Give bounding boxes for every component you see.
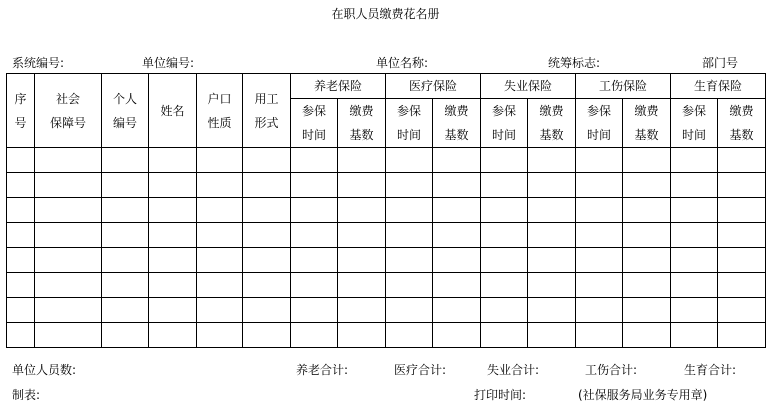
table-cell	[7, 273, 35, 298]
table-cell	[197, 248, 243, 273]
header-text: 时间	[681, 128, 706, 142]
table-cell	[386, 148, 433, 173]
table-cell	[35, 223, 102, 248]
table-cell	[481, 148, 528, 173]
table-cell	[433, 198, 481, 223]
insurance-subheader-cell	[623, 99, 671, 148]
table-cell	[576, 298, 623, 323]
table-cell	[7, 173, 35, 198]
table-cell	[197, 148, 243, 173]
table-cell	[433, 173, 481, 198]
roster-table	[6, 73, 766, 348]
table-cell	[102, 223, 149, 248]
header-text: 基数	[349, 128, 374, 142]
header-text: 基数	[729, 128, 754, 142]
department-no-label: 部门号	[702, 56, 739, 70]
insurance-subheader-cell	[433, 99, 481, 148]
table-cell	[243, 173, 291, 198]
table-cell	[481, 198, 528, 223]
table-cell	[7, 298, 35, 323]
header-text: 个人	[112, 91, 137, 106]
header-text: 缴费	[729, 104, 754, 118]
table-cell	[623, 173, 671, 198]
table-cell	[576, 198, 623, 223]
table-cell	[718, 273, 766, 298]
header-text: 户口	[207, 91, 232, 106]
table-cell	[102, 298, 149, 323]
table-cell	[576, 148, 623, 173]
table-cell	[35, 198, 102, 223]
table-cell	[576, 223, 623, 248]
table-cell	[671, 198, 718, 223]
header-text: 基数	[634, 128, 659, 142]
table-cell	[623, 223, 671, 248]
header-text: 保障号	[49, 115, 86, 130]
insurance-subheader-cell	[671, 99, 718, 148]
table-cell	[386, 248, 433, 273]
table-row	[7, 223, 766, 248]
table-cell	[386, 323, 433, 348]
table-cell	[149, 173, 197, 198]
table-cell	[7, 323, 35, 348]
table-cell	[386, 198, 433, 223]
header-text: 时间	[491, 128, 516, 142]
header-text: 时间	[586, 128, 611, 142]
table-cell	[528, 273, 576, 298]
table-cell	[528, 198, 576, 223]
table-cell	[576, 323, 623, 348]
table-cell	[481, 223, 528, 248]
table-cell	[197, 223, 243, 248]
table-cell	[528, 223, 576, 248]
header-row-groups	[7, 74, 766, 99]
table-cell	[433, 148, 481, 173]
insurance-subheader-cell	[338, 99, 386, 148]
table-cell	[291, 298, 338, 323]
header-text: 性质	[207, 115, 232, 130]
table-cell	[149, 248, 197, 273]
table-cell	[386, 298, 433, 323]
header-text: 参保	[396, 104, 421, 118]
table-cell	[35, 173, 102, 198]
header-text: 缴费	[444, 104, 469, 118]
roster-body	[7, 74, 766, 348]
fixed-header-cell	[102, 74, 149, 148]
table-cell	[149, 198, 197, 223]
header-text: 编号	[112, 115, 137, 130]
table-cell	[291, 248, 338, 273]
table-cell	[35, 248, 102, 273]
table-cell	[623, 323, 671, 348]
unit-headcount-label: 单位人员数:	[12, 363, 77, 377]
table-cell	[338, 173, 386, 198]
insurance-subheader-cell	[718, 99, 766, 148]
insurance-group-header: 生育保险	[671, 74, 766, 99]
table-cell	[243, 323, 291, 348]
table-cell	[671, 223, 718, 248]
header-text: 基数	[539, 128, 564, 142]
table-cell	[718, 148, 766, 173]
table-cell	[243, 298, 291, 323]
table-cell	[623, 248, 671, 273]
table-cell	[35, 323, 102, 348]
table-cell	[291, 173, 338, 198]
table-cell	[528, 323, 576, 348]
table-cell	[102, 323, 149, 348]
table-cell	[623, 273, 671, 298]
table-cell	[433, 273, 481, 298]
header-text: 参保	[491, 104, 516, 118]
table-cell	[528, 248, 576, 273]
table-cell	[243, 198, 291, 223]
header-text: 参保	[681, 104, 706, 118]
table-cell	[338, 223, 386, 248]
table-cell	[718, 198, 766, 223]
table-cell	[481, 248, 528, 273]
table-cell	[35, 298, 102, 323]
table-cell	[528, 148, 576, 173]
header-text: 缴费	[349, 104, 374, 118]
fixed-header-cell	[197, 74, 243, 148]
header-text: 参保	[301, 104, 326, 118]
table-cell	[102, 198, 149, 223]
table-cell	[291, 148, 338, 173]
table-cell	[718, 223, 766, 248]
pension-total-label: 养老合计:	[296, 363, 349, 377]
table-cell	[433, 298, 481, 323]
table-cell	[576, 173, 623, 198]
table-cell	[35, 273, 102, 298]
insurance-subheader-cell	[291, 99, 338, 148]
table-cell	[386, 273, 433, 298]
table-cell	[149, 148, 197, 173]
insurance-group-header: 工伤保险	[576, 74, 671, 99]
table-cell	[197, 323, 243, 348]
header-text: 缴费	[539, 104, 564, 118]
header-text: 序	[14, 91, 27, 106]
form-title: 在职人员缴费花名册	[331, 7, 440, 21]
table-cell	[671, 273, 718, 298]
header-text: 时间	[396, 128, 421, 142]
table-cell	[481, 173, 528, 198]
table-cell	[338, 273, 386, 298]
header-text: 社会	[55, 91, 80, 106]
table-row	[7, 273, 766, 298]
table-row	[7, 298, 766, 323]
table-cell	[528, 173, 576, 198]
table-cell	[291, 273, 338, 298]
table-cell	[291, 198, 338, 223]
table-cell	[102, 148, 149, 173]
table-cell	[197, 298, 243, 323]
table-cell	[102, 248, 149, 273]
system-no-label: 系统编号:	[12, 56, 65, 70]
table-cell	[623, 198, 671, 223]
table-cell	[102, 173, 149, 198]
header-text: 用工	[254, 91, 279, 106]
print-time-label: 打印时间:	[474, 388, 527, 402]
table-cell	[149, 298, 197, 323]
header-text: 号	[14, 115, 27, 130]
table-cell	[671, 248, 718, 273]
injury-total-label: 工伤合计:	[585, 363, 638, 377]
table-cell	[718, 323, 766, 348]
insurance-group-header: 医疗保险	[386, 74, 481, 99]
table-cell	[197, 198, 243, 223]
table-cell	[718, 173, 766, 198]
unit-name-label: 单位名称:	[376, 56, 429, 70]
table-cell	[149, 223, 197, 248]
fixed-header-cell	[7, 74, 35, 148]
table-row	[7, 323, 766, 348]
fixed-header-cell	[243, 74, 291, 148]
header-text: 参保	[586, 104, 611, 118]
header-text: 缴费	[634, 104, 659, 118]
table-cell	[7, 223, 35, 248]
medical-total-label: 医疗合计:	[394, 363, 447, 377]
table-cell	[243, 248, 291, 273]
table-cell	[576, 248, 623, 273]
table-cell	[481, 323, 528, 348]
insurance-subheader-cell	[386, 99, 433, 148]
table-cell	[149, 273, 197, 298]
table-cell	[671, 148, 718, 173]
table-row	[7, 173, 766, 198]
insurance-group-header: 养老保险	[291, 74, 386, 99]
table-cell	[671, 298, 718, 323]
table-cell	[7, 248, 35, 273]
fixed-header-cell	[149, 74, 197, 148]
table-cell	[291, 223, 338, 248]
table-cell	[149, 323, 197, 348]
table-cell	[197, 173, 243, 198]
prepared-by-label: 制表:	[12, 388, 41, 402]
table-row	[7, 248, 766, 273]
table-cell	[671, 323, 718, 348]
table-cell	[243, 223, 291, 248]
table-cell	[386, 173, 433, 198]
table-cell	[291, 323, 338, 348]
table-cell	[623, 148, 671, 173]
table-row	[7, 148, 766, 173]
table-row	[7, 198, 766, 223]
unemployment-total-label: 失业合计:	[487, 363, 540, 377]
table-cell	[386, 223, 433, 248]
table-cell	[481, 273, 528, 298]
table-cell	[197, 273, 243, 298]
table-cell	[718, 298, 766, 323]
table-cell	[338, 298, 386, 323]
maternity-total-label: 生育合计:	[684, 363, 737, 377]
table-cell	[7, 198, 35, 223]
unit-no-label: 单位编号:	[142, 56, 195, 70]
table-cell	[433, 248, 481, 273]
table-cell	[528, 298, 576, 323]
table-cell	[338, 198, 386, 223]
table-cell	[433, 223, 481, 248]
table-cell	[576, 273, 623, 298]
table-cell	[338, 148, 386, 173]
table-cell	[243, 273, 291, 298]
table-cell	[623, 298, 671, 323]
table-cell	[35, 148, 102, 173]
pooling-flag-label: 统筹标志:	[548, 56, 601, 70]
insurance-subheader-cell	[528, 99, 576, 148]
table-cell	[481, 298, 528, 323]
header-text: 基数	[444, 128, 469, 142]
header-text: 姓名	[160, 103, 185, 118]
table-cell	[102, 273, 149, 298]
header-text: 时间	[301, 128, 326, 142]
fixed-header-cell	[35, 74, 102, 148]
insurance-subheader-cell	[481, 99, 528, 148]
insurance-subheader-cell	[576, 99, 623, 148]
table-cell	[338, 323, 386, 348]
table-cell	[7, 148, 35, 173]
insurance-group-header: 失业保险	[481, 74, 576, 99]
table-cell	[671, 173, 718, 198]
header-text: 形式	[254, 115, 279, 130]
table-cell	[433, 323, 481, 348]
table-cell	[718, 248, 766, 273]
seal-note: (社保服务局业务专用章)	[578, 388, 708, 402]
table-cell	[338, 248, 386, 273]
table-cell	[243, 148, 291, 173]
